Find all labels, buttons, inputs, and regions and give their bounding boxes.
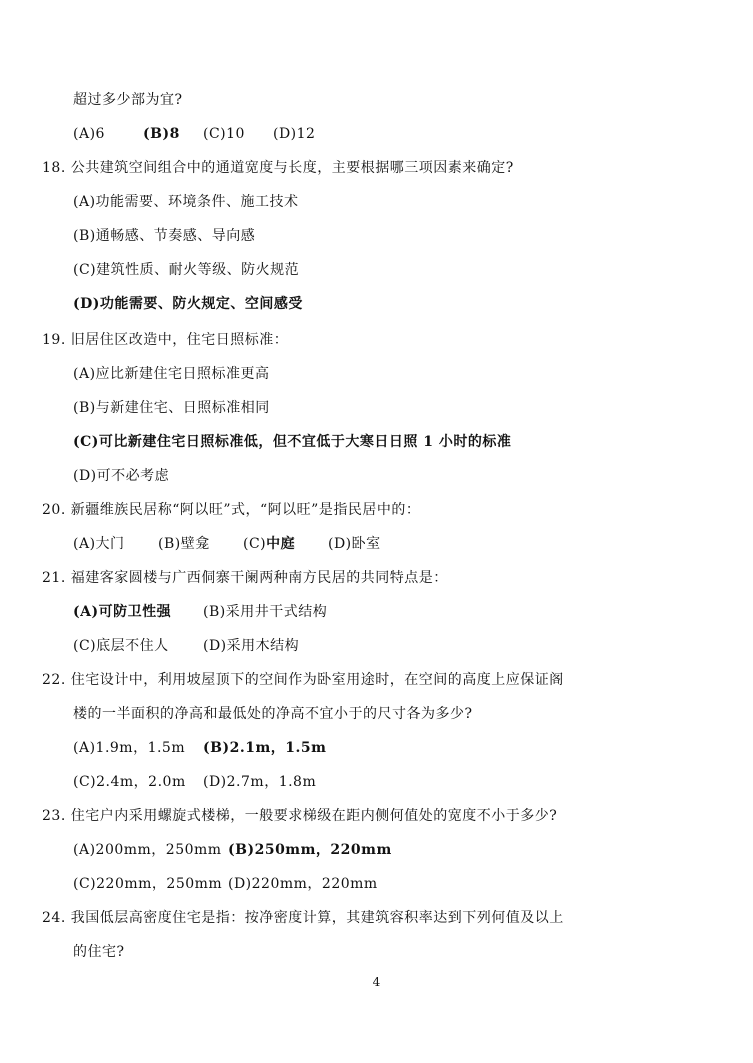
- q21-option-d: (D)采用木结构: [203, 638, 300, 654]
- q20-option-a: (A)大门: [73, 536, 125, 552]
- q21-options-row2: [73, 636, 299, 656]
- q21-option-c: (C)底层不住人: [73, 638, 169, 654]
- q24-stem-line2: 的住宅?: [73, 944, 125, 960]
- q24-stem-line1: 24. 我国低层高密度住宅是指：按净密度计算，其建筑容积率达到下列何值及以上: [42, 910, 564, 926]
- page-number: 4: [372, 975, 381, 989]
- q17-option-c: (C)10: [203, 126, 245, 142]
- q23-option-c: (C)220mm，250mm: [73, 876, 223, 892]
- q19-option-c: (C)可比新建住宅日照标准低，但不宜低于大寒日日照 1 小时的标准: [73, 434, 512, 450]
- q18-option-c: (C)建筑性质、耐火等级、防火规范: [73, 262, 300, 278]
- q20-option-b: (B)壁龛: [158, 536, 210, 552]
- q20-option-c-text: 中庭: [266, 536, 296, 552]
- q22-stem-line2: 楼的一半面积的净高和最低处的净高不宜小于的尺寸各为多少?: [73, 706, 473, 722]
- q19-option-a: (A)应比新建住宅日照标准更高: [73, 366, 270, 382]
- q20-stem: 20. 新疆维族民居称“阿以旺”式，“阿以旺”是指民居中的：: [42, 502, 421, 518]
- q17-option-a: (A)6: [73, 126, 105, 142]
- q18-option-b: (B)通畅感、节奏感、导向感: [73, 228, 256, 244]
- q22-option-b: (B)2.1m，1.5m: [203, 740, 327, 756]
- q23-option-b: (B)250mm，220mm: [228, 842, 392, 858]
- q22-stem-line1: 22. 住宅设计中，利用坡屋顶下的空间作为卧室用途时，在空间的高度上应保证阁: [42, 672, 564, 688]
- q22-option-c: (C)2.4m，2.0m: [73, 774, 186, 790]
- q17-stem-continuation: 超过多少部为宜?: [73, 92, 183, 108]
- q19-option-b: (B)与新建住宅、日照标准相同: [73, 400, 270, 416]
- q18-option-a: (A)功能需要、环境条件、施工技术: [73, 194, 299, 210]
- q18-stem: 18. 公共建筑空间组合中的通道宽度与长度，主要根据哪三项因素来确定?: [42, 160, 514, 176]
- q18-option-d: (D)功能需要、防火规定、空间感受: [73, 296, 303, 312]
- q23-option-d: (D)220mm，220mm: [228, 876, 378, 892]
- q17-option-d: (D)12: [273, 126, 316, 142]
- q17-options: [73, 124, 315, 144]
- q22-option-d: (D)2.7m，1.8m: [203, 774, 317, 790]
- q20-option-c: [243, 534, 328, 554]
- q17-option-b: (B)8: [143, 126, 180, 142]
- q19-stem: 19. 旧居住区改造中，住宅日照标准：: [42, 332, 289, 348]
- q23-options-row2: [73, 874, 378, 894]
- q23-option-a: (A)200mm，250mm: [73, 842, 222, 858]
- q20-option-c-label: (C): [243, 536, 267, 552]
- q21-option-b: (B)采用井干式结构: [203, 604, 328, 620]
- q23-options-row1: [73, 840, 392, 860]
- q20-options: [73, 534, 381, 554]
- q21-stem: 21. 福建客家圆楼与广西侗寨干阑两种南方民居的共同特点是：: [42, 570, 448, 586]
- q19-option-d: (D)可不必考虑: [73, 468, 170, 484]
- q20-option-d: (D)卧室: [328, 536, 381, 552]
- q23-stem: 23. 住宅户内采用螺旋式楼梯，一般要求梯级在距内侧何值处的宽度不小于多少?: [42, 808, 558, 824]
- q22-option-a: (A)1.9m，1.5m: [73, 740, 186, 756]
- q22-options-row2: [73, 772, 316, 792]
- q21-option-a: (A)可防卫性强: [73, 604, 172, 620]
- q21-options-row1: [73, 602, 327, 622]
- q22-options-row1: [73, 738, 326, 758]
